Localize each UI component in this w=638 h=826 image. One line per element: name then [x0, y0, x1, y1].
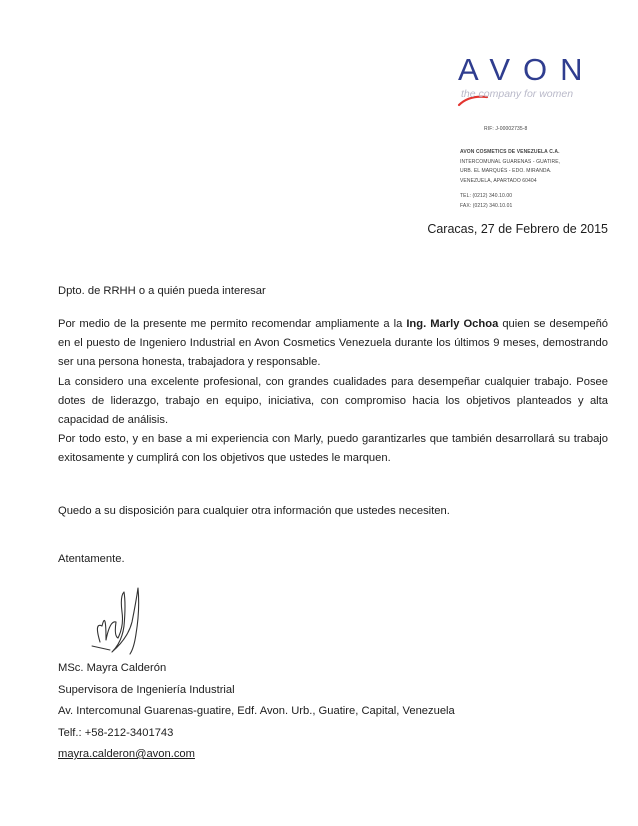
signer-address: Av. Intercomunal Guarenas-guatire, Edf. Avon. Urb., Guatire, Capital, Venezuela — [58, 705, 455, 717]
letter-date: Caracas, 27 de Febrero de 2015 — [427, 222, 608, 236]
closing-statement: Quedo a su disposición para cualquier otra información que ustedes necesiten. — [58, 505, 450, 517]
avon-tagline: the company for women — [461, 88, 574, 100]
candidate-name: Ing. Marly Ochoa — [406, 318, 499, 330]
company-address — [460, 148, 560, 186]
letter-recipient: Dpto. de RRHH o a quién pueda interesar — [58, 285, 266, 297]
rif-number: RIF: J-00002735-8 — [484, 126, 528, 132]
company-address-line: URB. EL MARQUÉS - EDO. MIRANDA. — [460, 168, 552, 175]
company-fax: FAX: (0212) 340.10.01 — [460, 202, 513, 209]
paragraph-recommendation: Por medio de la presente me permito recomendar ampliamente a la Ing. Marly Ochoa quien se desempeñó en el puesto de Ingeniero Industrial en Avon Cosmetics Venezuela durante los últimos 9 meses, demostrando ser una persona honesta, trabajadora y responsable. — [58, 318, 609, 369]
company-name: AVON COSMETICS DE VENEZUELA C.A. — [460, 149, 560, 155]
paragraph-guarantee: Por todo esto, y en base a mi experiencia con Marly, puedo garantizarles que también desarrollará su trabajo exitosamente y cumplirá con los objetivos que ustedes le marquen. — [58, 433, 608, 465]
company-contact — [460, 192, 512, 211]
company-address-line: INTERCOMUNAL GUARENAS - GUATIRE, — [460, 158, 561, 165]
farewell: Atentamente. — [58, 553, 125, 565]
letter-body — [58, 315, 608, 469]
avon-logo: AVON — [458, 52, 596, 87]
signer-block — [58, 658, 455, 766]
signer-name: MSc. Mayra Calderón — [58, 662, 167, 674]
paragraph-qualities: La considero una excelente profesional, con grandes cualidades para desempeñar cualquier trabajo. Posee dotes de liderazgo, trabajo en equipo, iniciativa, con compromiso hacia los objetivos planteados y alta capacidad de análisis. — [58, 375, 608, 427]
company-tel: TEL: (0212) 340.10.00 — [460, 193, 513, 199]
handwritten-signature — [80, 582, 160, 662]
signer-phone: Telf.: +58-212-3401743 — [58, 726, 174, 739]
company-address-line: VENEZUELA, APARTADO 60404 — [460, 177, 537, 184]
signer-email-link[interactable]: mayra.calderon@avon.com — [58, 748, 195, 760]
signer-position: Supervisora de Ingeniería Industrial — [58, 683, 235, 696]
